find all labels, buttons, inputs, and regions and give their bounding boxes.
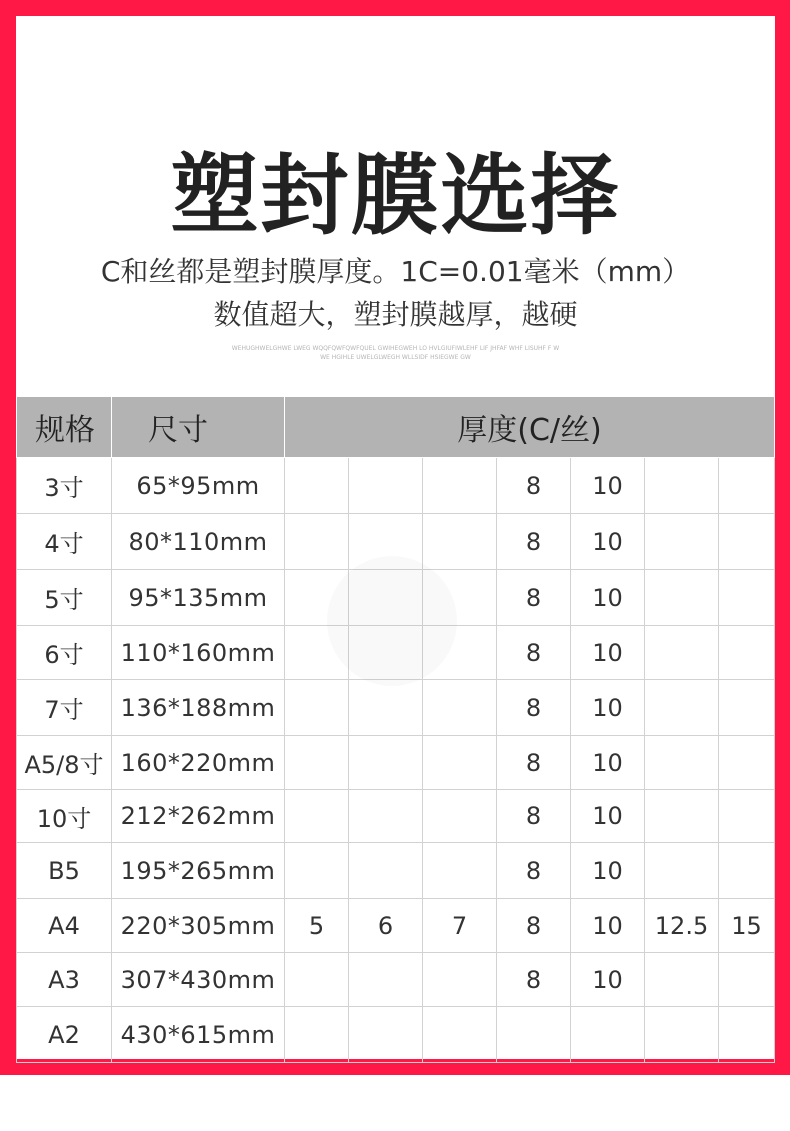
cell-thickness — [285, 1007, 349, 1063]
cell-thickness — [423, 953, 497, 1007]
cell-thickness — [349, 1007, 423, 1063]
cell-thickness: 8 — [497, 626, 571, 680]
cell-thickness: 10 — [571, 626, 645, 680]
cell-thickness — [423, 680, 497, 736]
cell-thickness: 10 — [571, 899, 645, 953]
subtitle-line-2: 数值超大，塑封膜越厚，越硬 — [213, 298, 578, 331]
cell-thickness — [285, 514, 349, 570]
cell-thickness — [285, 843, 349, 899]
cell-thickness — [423, 790, 497, 843]
cell-thickness — [349, 843, 423, 899]
table-row — [17, 1007, 775, 1063]
cell-thickness — [349, 680, 423, 736]
cell-thickness — [645, 514, 719, 570]
cell-thickness — [645, 626, 719, 680]
cell-thickness: 6 — [349, 899, 423, 953]
cell-thickness — [645, 953, 719, 1007]
cell-thickness: 10 — [571, 953, 645, 1007]
cell-size: 136*188mm — [112, 680, 285, 736]
cell-thickness — [349, 736, 423, 790]
cell-thickness — [719, 790, 775, 843]
cell-thickness — [349, 790, 423, 843]
cell-size: 80*110mm — [112, 514, 285, 570]
cell-spec: 6寸 — [17, 626, 112, 680]
cell-thickness — [719, 953, 775, 1007]
cell-size: 220*305mm — [112, 899, 285, 953]
cell-thickness — [423, 1007, 497, 1063]
cell-size: 95*135mm — [112, 570, 285, 626]
cell-thickness: 10 — [571, 458, 645, 514]
cell-thickness — [423, 458, 497, 514]
cell-thickness: 10 — [571, 736, 645, 790]
cell-thickness — [571, 1007, 645, 1063]
cell-spec: A2 — [17, 1007, 112, 1063]
cell-thickness — [645, 790, 719, 843]
cell-spec: A5/8寸 — [17, 736, 112, 790]
cell-thickness: 10 — [571, 680, 645, 736]
cell-thickness: 8 — [497, 458, 571, 514]
cell-spec: 4寸 — [17, 514, 112, 570]
cell-thickness — [349, 953, 423, 1007]
cell-thickness — [645, 570, 719, 626]
fine-print-line-2: WE HGIHLE UWELGLWEGH WLLSIDF HSIEGWE GW — [320, 354, 471, 361]
watermark-seal — [327, 556, 457, 686]
cell-spec: 5寸 — [17, 570, 112, 626]
cell-spec: A3 — [17, 953, 112, 1007]
cell-thickness — [423, 843, 497, 899]
cell-thickness: 12.5 — [645, 899, 719, 953]
cell-thickness: 10 — [571, 790, 645, 843]
cell-thickness — [719, 736, 775, 790]
cell-thickness: 10 — [571, 843, 645, 899]
cell-thickness: 8 — [497, 570, 571, 626]
cell-thickness — [423, 736, 497, 790]
cell-spec: A4 — [17, 899, 112, 953]
cell-size: 160*220mm — [112, 736, 285, 790]
cell-size: 195*265mm — [112, 843, 285, 899]
cell-thickness — [285, 680, 349, 736]
cell-thickness: 10 — [571, 570, 645, 626]
cell-thickness — [719, 570, 775, 626]
cell-thickness: 8 — [497, 843, 571, 899]
cell-thickness — [719, 458, 775, 514]
cell-size: 430*615mm — [112, 1007, 285, 1063]
cell-thickness: 8 — [497, 899, 571, 953]
fine-print-line-1: WEHUGHWELGHWE LWEG WQQFQWFQWFQUEL GWIHEGWEH LO HVLGIUFIWLEHF LIF JHFAF WHF LISUHF F W — [231, 345, 560, 352]
table-row — [17, 736, 775, 790]
cell-thickness — [719, 1007, 775, 1063]
cell-thickness — [497, 1007, 571, 1063]
spec-table — [16, 396, 775, 1063]
cell-thickness: 7 — [423, 899, 497, 953]
cell-thickness: 8 — [497, 736, 571, 790]
cell-thickness — [719, 843, 775, 899]
header-thickness: 厚度(C/丝) — [285, 397, 775, 458]
cell-thickness — [285, 458, 349, 514]
subtitle-line-1: C和丝都是塑封膜厚度。1C=0.01毫米（mm） — [100, 255, 691, 288]
cell-size: 65*95mm — [112, 458, 285, 514]
cell-spec: B5 — [17, 843, 112, 899]
cell-thickness — [645, 843, 719, 899]
page-title: 塑封膜选择 — [170, 144, 621, 247]
cell-thickness — [285, 953, 349, 1007]
cell-thickness — [645, 736, 719, 790]
cell-thickness: 15 — [719, 899, 775, 953]
cell-thickness — [645, 680, 719, 736]
cell-size: 212*262mm — [112, 790, 285, 843]
table-body — [17, 458, 775, 1063]
table-row — [17, 790, 775, 843]
table-header-row — [17, 397, 775, 458]
cell-thickness — [285, 790, 349, 843]
table-row — [17, 680, 775, 736]
table-row — [17, 899, 775, 953]
table-row — [17, 953, 775, 1007]
cell-thickness: 5 — [285, 899, 349, 953]
header-spec: 规格 — [17, 397, 112, 458]
cell-spec: 7寸 — [17, 680, 112, 736]
cell-thickness: 8 — [497, 514, 571, 570]
cell-thickness: 10 — [571, 514, 645, 570]
cell-thickness — [349, 458, 423, 514]
cell-thickness — [645, 1007, 719, 1063]
table-row — [17, 458, 775, 514]
cell-thickness — [423, 514, 497, 570]
cell-thickness — [645, 458, 719, 514]
cell-thickness — [719, 626, 775, 680]
cell-thickness: 8 — [497, 953, 571, 1007]
cell-spec: 10寸 — [17, 790, 112, 843]
cell-thickness — [719, 680, 775, 736]
table-row — [17, 843, 775, 899]
cell-size: 307*430mm — [112, 953, 285, 1007]
cell-spec: 3寸 — [17, 458, 112, 514]
cell-size: 110*160mm — [112, 626, 285, 680]
header-size: 尺寸 — [112, 397, 285, 458]
cell-thickness: 8 — [497, 790, 571, 843]
cell-thickness — [719, 514, 775, 570]
cell-thickness — [285, 736, 349, 790]
cell-thickness: 8 — [497, 680, 571, 736]
